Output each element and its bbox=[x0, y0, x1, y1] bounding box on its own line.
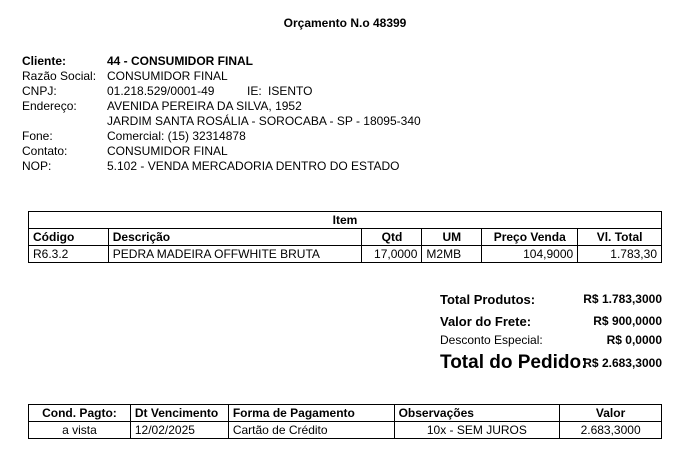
payment-header-row bbox=[29, 405, 662, 422]
col-header-codigo: Código bbox=[29, 229, 109, 246]
valor-frete-value: R$ 900,0000 bbox=[593, 314, 662, 328]
table-row bbox=[29, 422, 662, 439]
col-header-descricao: Descrição bbox=[108, 229, 362, 246]
endereco-line1: AVENIDA PEREIRA DA SILVA, 1952 bbox=[107, 99, 302, 113]
cell-qtd: 17,0000 bbox=[362, 246, 422, 263]
cell-um: M2MB bbox=[422, 246, 482, 263]
ie-value: ISENTO bbox=[268, 84, 313, 98]
total-pedido-label: Total do Pedido: bbox=[440, 352, 588, 373]
cell-vl-total: 1.783,30 bbox=[578, 246, 662, 263]
cell-preco-venda: 104,9000 bbox=[482, 246, 578, 263]
col-header-observacoes: Observações bbox=[394, 405, 560, 422]
items-title-row bbox=[29, 212, 662, 229]
razao-social-value: CONSUMIDOR FINAL bbox=[107, 69, 228, 83]
items-header-row bbox=[29, 229, 662, 246]
ie-label: IE: bbox=[247, 84, 262, 98]
cell-observacoes: 10x - SEM JUROS bbox=[394, 422, 560, 439]
contato-value: CONSUMIDOR FINAL bbox=[107, 144, 228, 158]
col-header-qtd: Qtd bbox=[362, 229, 422, 246]
nop-value: 5.102 - VENDA MERCADORIA DENTRO DO ESTADO bbox=[107, 159, 400, 173]
total-produtos-value: R$ 1.783,3000 bbox=[583, 292, 662, 306]
table-row bbox=[29, 246, 662, 263]
endereco-line2: JARDIM SANTA ROSÁLIA - SOROCABA - SP - 18095-340 bbox=[107, 114, 421, 128]
razao-social-label: Razão Social: bbox=[22, 69, 97, 83]
col-header-vl-total: Vl. Total bbox=[578, 229, 662, 246]
document-title: Orçamento N.o 48399 bbox=[283, 16, 407, 30]
endereco-label: Endereço: bbox=[22, 99, 77, 113]
cell-dt-vencimento: 12/02/2025 bbox=[130, 422, 228, 439]
cnpj-label: CNPJ: bbox=[22, 84, 57, 98]
col-header-valor: Valor bbox=[560, 405, 662, 422]
cell-descricao: PEDRA MADEIRA OFFWHITE BRUTA bbox=[108, 246, 362, 263]
items-table bbox=[28, 211, 662, 263]
nop-label: NOP: bbox=[22, 159, 52, 173]
col-header-cond-pagto: Cond. Pagto: bbox=[29, 405, 131, 422]
desconto-especial-label: Desconto Especial: bbox=[440, 333, 543, 347]
cell-codigo: R6.3.2 bbox=[29, 246, 109, 263]
cell-forma-pagamento: Cartão de Crédito bbox=[228, 422, 394, 439]
col-header-preco-venda: Preço Venda bbox=[482, 229, 578, 246]
cliente-value: 44 - CONSUMIDOR FINAL bbox=[107, 54, 254, 68]
desconto-especial-value: R$ 0,0000 bbox=[606, 333, 662, 347]
contato-label: Contato: bbox=[22, 144, 68, 158]
payment-table bbox=[28, 404, 662, 439]
cnpj-value: 01.218.529/0001-49 bbox=[107, 84, 215, 98]
fone-label: Fone: bbox=[22, 129, 53, 143]
items-section-title: Item bbox=[29, 212, 662, 229]
col-header-um: UM bbox=[422, 229, 482, 246]
total-pedido-value: R$ 2.683,3000 bbox=[583, 356, 662, 370]
col-header-dt-vencimento: Dt Vencimento bbox=[130, 405, 228, 422]
fone-value: Comercial: (15) 32314878 bbox=[107, 129, 246, 143]
cell-cond-pagto: a vista bbox=[29, 422, 131, 439]
col-header-forma-pagamento: Forma de Pagamento bbox=[228, 405, 394, 422]
cliente-label: Cliente: bbox=[22, 54, 67, 68]
valor-frete-label: Valor do Frete: bbox=[440, 314, 532, 329]
total-produtos-label: Total Produtos: bbox=[440, 292, 536, 307]
cell-valor: 2.683,3000 bbox=[560, 422, 662, 439]
